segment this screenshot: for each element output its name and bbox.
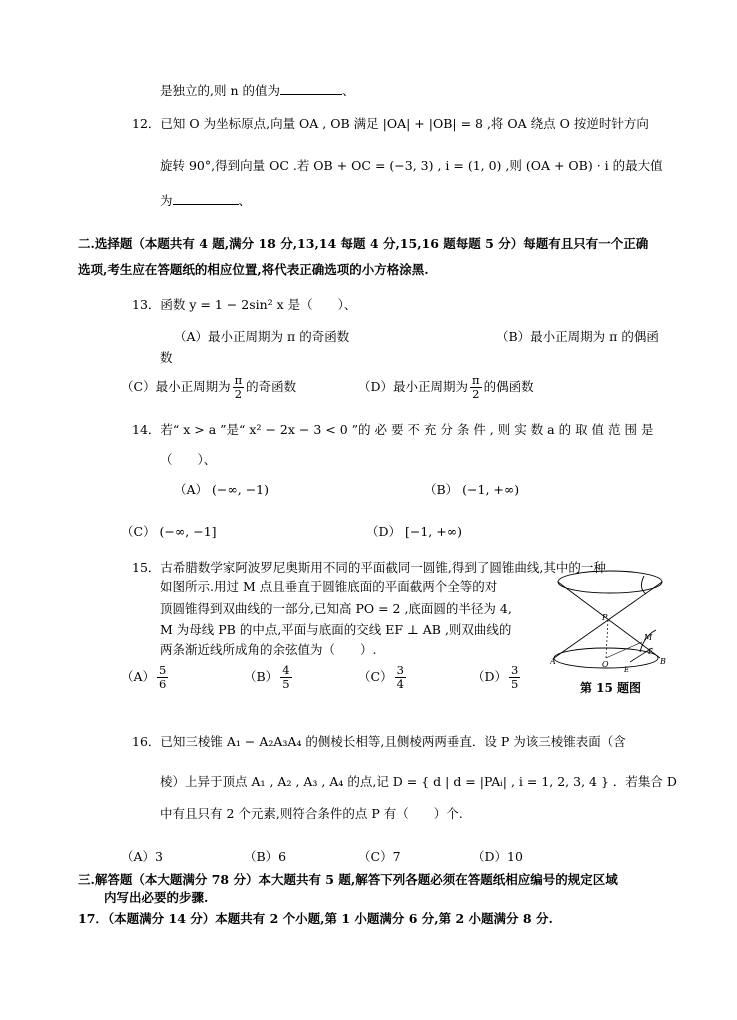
- q13-option-c: [121, 374, 296, 401]
- q14-option-a: （A） (−∞, −1): [174, 482, 270, 497]
- q16-line3: 中有且只有 2 个元素,则符合条件的点 P 有（ ）个.: [160, 806, 463, 821]
- section3-heading-line1: 三.解答题（本大题满分 78 分）本大题共有 5 题,解答下列各题必须在答题纸相应编号的规定区域: [78, 872, 618, 887]
- q15-line3: 顶圆锥得到双曲线的一部分,已知高 PO = 2 ,底面圆的半径为 4,: [160, 601, 512, 616]
- label-o: O: [602, 660, 609, 669]
- q13-option-d-post: 的偶函数: [483, 379, 534, 394]
- q15-line5: 两条渐近线所成角的余弦值为（ ）.: [160, 642, 377, 657]
- q15-option-a: [121, 664, 170, 691]
- q15-line4: M 为母线 PB 的中点,平面与底面的交线 EF ⊥ AB ,则双曲线的: [160, 622, 512, 637]
- section2-heading-line2: 选项,考生应在答题纸的相应位置,将代表正确选项的小方格涂黑.: [78, 262, 429, 277]
- frac-den: 6: [159, 677, 167, 691]
- option-label: （D）: [472, 669, 508, 684]
- option-label: （B）: [244, 669, 279, 684]
- hyperbola-upper: [641, 576, 646, 594]
- label-f: F: [648, 648, 653, 656]
- top-ellipse: [558, 571, 662, 593]
- q14-option-c: （C） (−∞, −1]: [121, 524, 217, 539]
- double-cone-figure: [550, 568, 670, 680]
- q14-stem-line2: （ ）、: [160, 452, 217, 467]
- frac-den: 5: [282, 677, 290, 691]
- frac-num: 5: [159, 663, 167, 677]
- q13-option-c-fraction: [233, 374, 245, 401]
- option-label: （C）: [358, 669, 393, 684]
- q12-line1: 12．已知 O 为坐标原点,向量 OA , OB 满足 |OA| + |OB| = 8 ,将 OA 绕点 O 按逆时针方向: [132, 116, 649, 131]
- frac-num: π: [472, 373, 480, 387]
- q15-line1: 15．古希腊数学家阿波罗尼奥斯用不同的平面截同一圆锥,得到了圆锥曲线,其中的一种: [132, 560, 606, 575]
- q14-stem-line1: 14．若“ x > a ”是“ x² − 2x − 3 < 0 ”的 必 要 不 充 分 条 件 , 则 实 数 a 的 取 值 范 围 是: [132, 422, 654, 437]
- section3-heading-line2: 内写出必要的步骤.: [104, 890, 209, 905]
- q13-option-c-post: 的奇函数: [246, 379, 297, 394]
- q13-option-b: （B）最小正周期为 π 的偶函: [496, 329, 659, 344]
- q11-end: 、: [341, 83, 355, 98]
- label-e: E: [624, 666, 630, 674]
- q12-end: 、: [238, 193, 252, 208]
- frac-num: 3: [511, 663, 519, 677]
- option-label: （A）: [121, 669, 156, 684]
- axis-line: [606, 620, 608, 658]
- q11-tail: [160, 82, 355, 99]
- q16-option-a: （A）3: [121, 849, 163, 864]
- q15-option-d-fraction: [509, 664, 520, 691]
- q15-option-d: [472, 664, 522, 691]
- q12-line2: 旋转 90°,得到向量 OC .若 OB + OC = (−3, 3) , i = (1, 0) ,则 (OA + OB) · i 的最大值: [160, 158, 663, 173]
- q15-option-b-fraction: [280, 664, 291, 691]
- q15-option-a-fraction: [157, 664, 168, 691]
- q16-line1: 16．已知三棱锥 A₁ − A₂A₃A₄ 的侧棱长相等,且侧棱两两垂直．设 P 为该三棱锥表面（含: [132, 734, 626, 749]
- q16-option-d: （D）10: [472, 849, 523, 864]
- q11-tail-text: 是独立的,则 n 的值为: [160, 83, 280, 98]
- q13-option-b-wrap: 数: [160, 350, 173, 365]
- q13-stem: 13．函数 y = 1 − 2sin² x 是（ ）、: [132, 297, 357, 312]
- q14-option-d: （D） [−1, +∞): [366, 524, 463, 539]
- label-p: P: [602, 613, 608, 622]
- q14-option-b: （B） (−1, +∞): [424, 482, 520, 497]
- q13-option-d-pre: （D）最小正周期为: [358, 379, 469, 394]
- q13-option-c-pre: （C）最小正周期为: [121, 379, 231, 394]
- q16-option-c: （C）7: [358, 849, 401, 864]
- q12-line3-text: 为: [160, 193, 173, 208]
- q13-option-d-fraction: [470, 374, 482, 401]
- q13-option-a: （A）最小正周期为 π 的奇函数: [174, 329, 350, 344]
- q11-answer-blank: [280, 82, 342, 95]
- q16-line2: 棱）上异于顶点 A₁ , A₂ , A₃ , A₄ 的点,记 D = { d | d = |PAᵢ| , i = 1, 2, 3, 4 } ．若集合 D: [160, 774, 677, 789]
- label-b: B: [660, 657, 666, 666]
- q12-answer-blank: [173, 192, 239, 205]
- q12-line3: [160, 192, 251, 209]
- label-m: M: [644, 633, 653, 642]
- q15-option-b: [244, 664, 294, 691]
- q17-heading: 17．（本题满分 14 分）本题共有 2 个小题,第 1 小题满分 6 分,第 2 小题满分 8 分.: [78, 911, 553, 926]
- frac-num: 4: [282, 663, 290, 677]
- frac-den: 5: [511, 677, 519, 691]
- section2-heading-line1: 二.选择题（本题共有 4 题,满分 18 分,13,14 每题 4 分,15,16 题每题 5 分）每题有且只有一个正确: [78, 236, 649, 251]
- frac-den: 2: [472, 387, 480, 401]
- label-a: A: [550, 657, 556, 666]
- q15-option-c-fraction: [395, 664, 406, 691]
- frac-num: 3: [396, 663, 404, 677]
- frac-den: 4: [396, 677, 404, 691]
- frac-den: 2: [234, 387, 243, 401]
- figure-caption: 第 15 题图: [580, 681, 642, 695]
- frac-num: π: [234, 373, 243, 387]
- q15-line2: 如图所示.用过 M 点且垂直于圆锥底面的平面截两个全等的对: [160, 579, 498, 594]
- q16-option-b: （B）6: [244, 849, 287, 864]
- q15-option-c: [358, 664, 408, 691]
- q13-option-d: [358, 374, 534, 401]
